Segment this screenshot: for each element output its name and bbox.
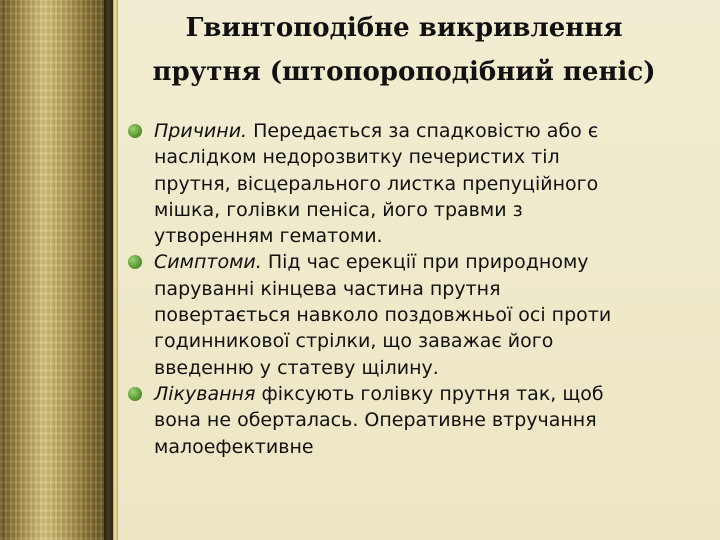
- title-line: прутня (штопороподібний пеніс): [152, 57, 656, 87]
- bullet-list: [128, 118, 708, 460]
- slide-title: [124, 6, 684, 94]
- bullet-text-line: Під час ерекції при природному: [261, 251, 589, 274]
- decorative-gold-band: [0, 0, 104, 540]
- bullet-text-line: вона не оберталась. Оперативне втручання: [154, 409, 597, 432]
- bullet-text-line: повертається навколо поздовжньої осі проти: [154, 304, 612, 327]
- bullet-text-line: утворенням гематоми.: [154, 225, 383, 248]
- bullet-label: Симптоми.: [154, 251, 262, 274]
- bullet-text-line: годинникової стрілки, що заважає його: [154, 330, 554, 353]
- decorative-divider: [104, 0, 113, 540]
- bullet-dot-icon: [128, 255, 142, 269]
- bullet-text-line: мішка, голівки пеніса, його травми з: [154, 198, 523, 221]
- bullet-text-line: введенню у статеву щілину.: [154, 356, 439, 379]
- bullet-dot-icon: [128, 124, 142, 138]
- bullet-causes: [128, 118, 708, 249]
- bullet-text-line: прутня, вісцерального листка препуційного: [154, 172, 599, 195]
- title-line: Гвинтоподібне викривлення: [185, 13, 623, 43]
- bullet-text-line: Передається за спадковістю або є: [247, 120, 599, 142]
- bullet-dot-icon: [128, 387, 142, 401]
- bullet-label: Причини.: [154, 120, 248, 142]
- bullet-text-line: паруванні кінцева частина прутня: [154, 277, 501, 300]
- bullet-symptoms: [128, 249, 708, 380]
- bullet-label: Лікування: [154, 382, 256, 405]
- bullet-text-line: малоефективне: [154, 435, 314, 458]
- bullet-text-line: наслідком недорозвитку печеристих тіл: [154, 146, 560, 169]
- bullet-text-line: фіксують голівку прутня так, щоб: [255, 382, 604, 405]
- bullet-treatment: [128, 381, 708, 460]
